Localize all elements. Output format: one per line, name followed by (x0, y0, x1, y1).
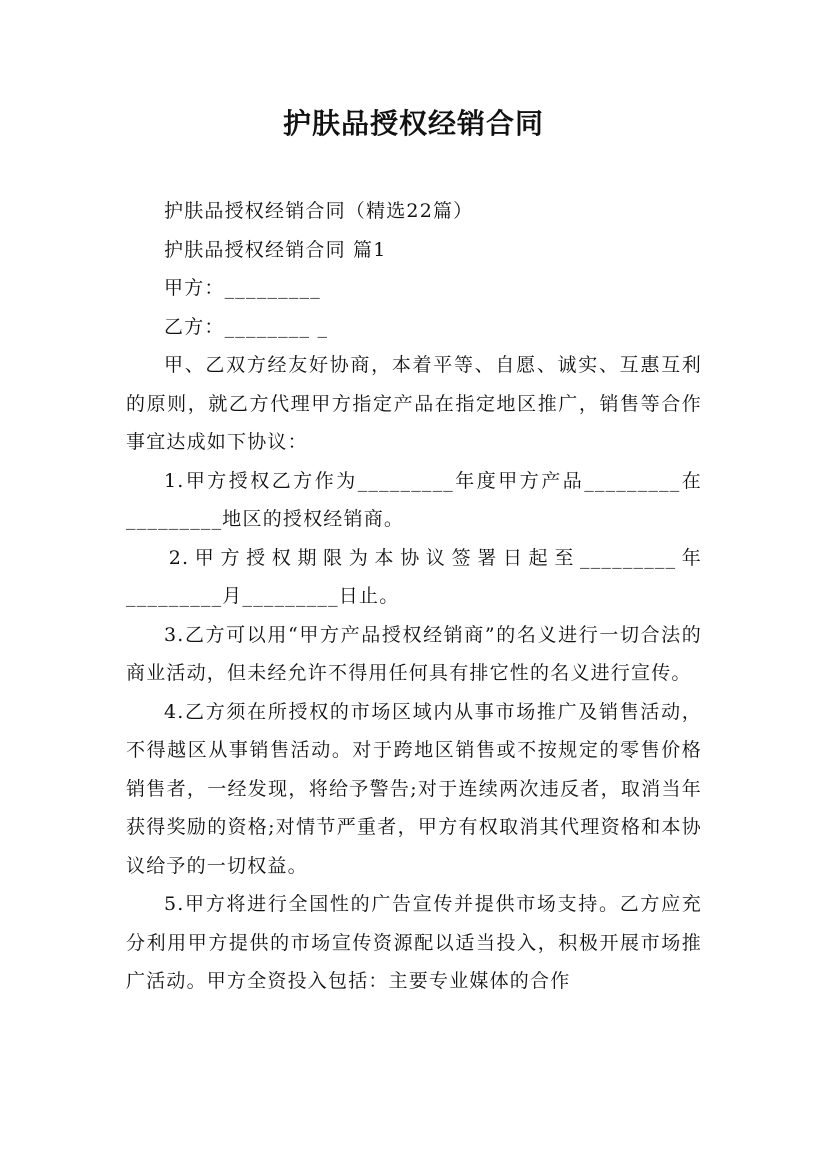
paragraph-party-a: 甲方：_________ (164, 277, 321, 299)
paragraph-party-b: 乙方：________ _ (164, 315, 329, 338)
document-body (126, 192, 702, 1001)
paragraph-preamble: 甲、乙双方经友好协商，本着平等、自愿、诚实、互惠互利的原则，就乙方代理甲方指定产品在指定地区推广，销售等合作事宜达成如下协议： (126, 354, 702, 453)
paragraph-clause-1: 1.甲方授权乙方作为_________年度甲方产品_________在_________地区的授权经销商。 (126, 469, 702, 530)
paragraph-subtitle: 护肤品授权经销合同（精选22篇） (164, 200, 474, 222)
paragraph-clause-2: 2.甲方授权期限为本协议签署日起至_________年_________月_________日止。 (126, 546, 702, 607)
document-title: 护肤品授权经销合同 (282, 107, 544, 140)
paragraph-section-heading: 护肤品授权经销合同 篇1 (164, 238, 387, 261)
paragraph-clause-4: 4.乙方须在所授权的市场区域内从事市场推广及销售活动，不得越区从事销售活动。对于跨地区销售或不按规定的零售价格销售者，一经发现，将给予警告;对于连续两次违反者，取消当年获得奖励的资格;对情节严重者，甲方有权取消其代理资格和本协议给予的一切权益。 (126, 700, 702, 877)
paragraph-clause-5: 5.甲方将进行全国性的广告宣传并提供市场支持。乙方应充分利用甲方提供的市场宣传资源配以适当投入，积极开展市场推广活动。甲方全资投入包括：主要专业媒体的合作 (126, 893, 702, 992)
paragraph-clause-3: 3.乙方可以用“甲方产品授权经销商”的名义进行一切合法的商业活动，但未经允许不得用任何具有排它性的名义进行宣传。 (126, 623, 702, 684)
